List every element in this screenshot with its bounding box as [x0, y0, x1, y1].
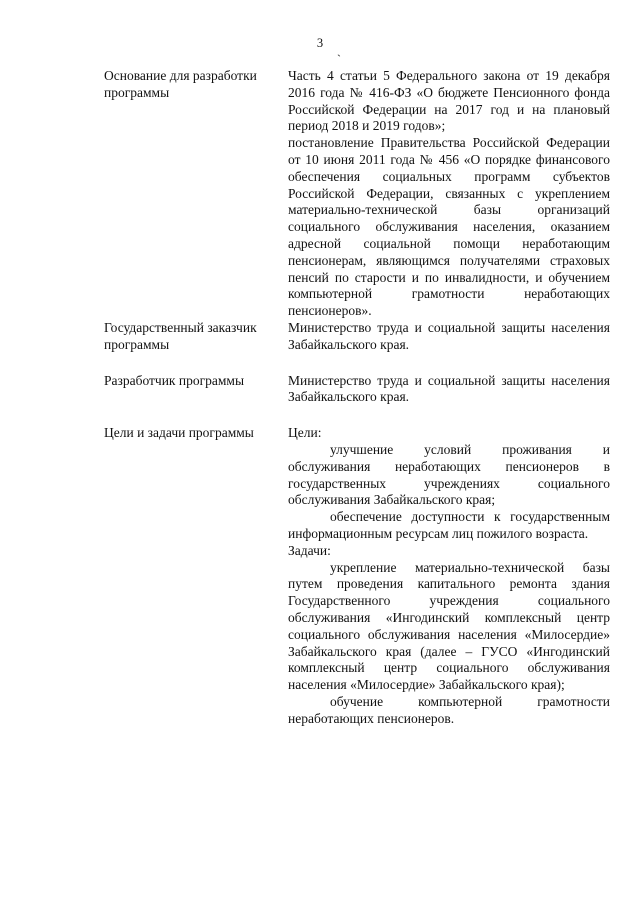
task-item-2: обучение компьютерной грамотности неработающих пенсионеров. — [288, 693, 610, 726]
row-label-basis: Основание для разработки программы — [104, 68, 257, 100]
row-value-developer — [288, 373, 610, 426]
program-passport-table — [104, 68, 610, 727]
row-label-developer: Разработчик программы — [104, 372, 245, 388]
table-row — [104, 320, 610, 373]
goal-item-1: улучшение условий проживания и обслуживания неработающих пенсионеров в государственных учреждениях социального обслуживания Забайкальского края; — [288, 441, 610, 508]
basis-paragraph-1: Часть 4 статьи 5 Федерального закона от 19 декабря 2016 года № 416-ФЗ «О бюджете Пенсионного фонда Российской Федерации на 2017 год и на плановый период 2018 и 2019 годов»; — [288, 68, 610, 134]
row-label-goals-tasks: Цели и задачи программы — [104, 425, 254, 441]
row-value-basis — [288, 68, 610, 320]
goals-heading: Цели: — [288, 425, 322, 441]
task-item-1: укрепление материально-технической базы путем проведения капитального ремонта здания Государственного учреждения социального обслуживания «Ингодинский комплексный центр социального обслуживания населения «Милосердие» Забайкальского края (далее – ГУСО «Ингодинский комплексный центр социального обслуживания населения «Милосердие» Забайкальского края); — [288, 559, 610, 693]
row-label-customer: Государственный заказчик программы — [104, 319, 257, 352]
table-row — [104, 373, 610, 426]
basis-paragraph-2: постановление Правительства Российской Федерации от 10 июня 2011 года № 456 «О порядке финансового обеспечения социальных программ субъектов Российской Федерации, связанных с укреплением материально-технической базы организаций социального обслуживания населения, оказанием адресной социальной помощи неработающим пенсионерам, являющимся получателями страховых пенсий по старости и по инвалидности, и обучением компьютерной грамотности неработающих пенсионеров». — [288, 135, 610, 319]
developer-paragraph: Министерство труда и социальной защиты населения Забайкальского края. — [288, 372, 610, 405]
table-row — [104, 425, 610, 727]
table-row — [104, 68, 610, 320]
customer-paragraph: Министерство труда и социальной защиты населения Забайкальского края. — [288, 319, 610, 352]
stray-mark: ` — [337, 52, 341, 66]
goal-item-2: обеспечение доступности к государственным информационным ресурсам лиц пожилого возраста. — [288, 509, 610, 541]
row-value-goals-tasks — [288, 425, 610, 727]
page-number: 3 — [316, 36, 324, 50]
row-value-customer — [288, 320, 610, 373]
tasks-heading: Задачи: — [288, 542, 331, 558]
